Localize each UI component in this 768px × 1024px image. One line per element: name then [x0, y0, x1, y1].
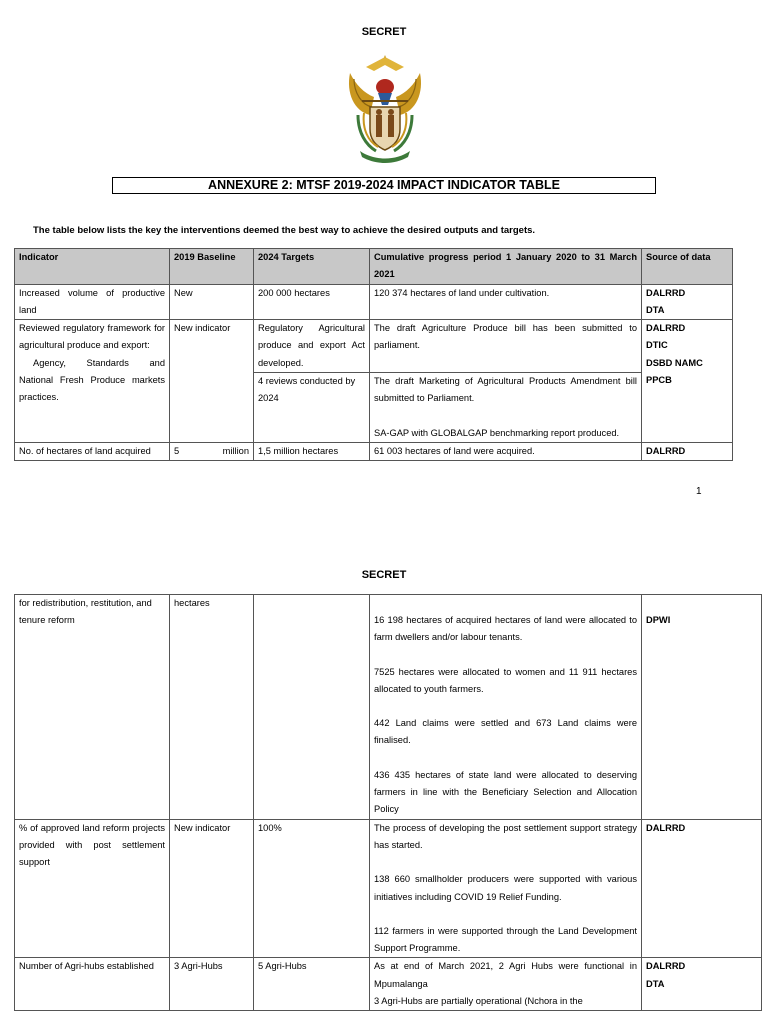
baseline-part: 5 [174, 445, 180, 456]
source-item: DSBD NAMC [646, 357, 703, 368]
indicator-text: Reviewed regulatory framework for agricultural produce and export: [19, 323, 165, 351]
baseline-cell [170, 442, 254, 460]
progress-cell: 120 374 hectares of land under cultivation. [370, 284, 642, 320]
target-cell: 100% [254, 819, 370, 958]
indicator-cell: Number of Agri-hubs established [15, 958, 170, 1011]
progress-cell: 61 003 hectares of land were acquired. [370, 442, 642, 460]
progress-paragraph: 436 435 hectares of state land were allocated to deserving farmers in line with the Beneficiary Selection and Allocation Policy [374, 769, 637, 815]
indicator-subtext: Agency, Standards and National Fresh Produce markets practices. [19, 357, 165, 403]
indicator-cell [15, 320, 170, 443]
source-item: DALRRD [646, 287, 686, 298]
progress-paragraph: 3 Agri-Hubs are partially operational (Nchora in the [374, 996, 583, 1007]
source-cell: DALRRD [642, 442, 733, 460]
table-row [15, 284, 733, 320]
progress-paragraph: 7525 hectares were allocated to women and 11 911 hectares allocated to youth farmers. [374, 666, 637, 694]
progress-paragraph: As at end of March 2021, 2 Agri Hubs were functional in Mpumalanga [374, 961, 637, 989]
baseline-cell: 3 Agri-Hubs [170, 958, 254, 1011]
indicator-cell: Increased volume of productive land [15, 284, 170, 320]
source-item: DTA [646, 978, 665, 989]
header-targets: 2024 Targets [254, 249, 370, 285]
header-indicator: Indicator [15, 249, 170, 285]
progress-paragraph: 442 Land claims were settled and 673 Land claims were finalised. [374, 718, 637, 746]
source-cell [642, 958, 762, 1011]
indicator-cell: % of approved land reform projects provided with post settlement support [15, 819, 170, 958]
indicator-cell: for redistribution, restitution, and tenure reform [15, 595, 170, 820]
target-cell: 200 000 hectares [254, 284, 370, 320]
source-item: PPCB [646, 375, 672, 386]
target-cell: 5 Agri-Hubs [254, 958, 370, 1011]
table-header-row [15, 249, 733, 285]
source-cell: DALRRD [642, 819, 762, 958]
baseline-cell: New [170, 284, 254, 320]
baseline-cell: New indicator [170, 819, 254, 958]
header-source: Source of data [642, 249, 733, 285]
table-row [15, 819, 762, 958]
table-row [15, 442, 733, 460]
baseline-cell: New indicator [170, 320, 254, 443]
progress-paragraph: 16 198 hectares of acquired hectares of land were allocated to farm dwellers and/or labour tenants. [374, 615, 637, 643]
source-cell: DPWI [642, 595, 762, 820]
target-cell: Regulatory Agricultural produce and export Act developed. [254, 320, 370, 373]
page-number: 1 [696, 486, 702, 497]
target-cell: 4 reviews conducted by 2024 [254, 373, 370, 443]
progress-cell [370, 958, 642, 1011]
baseline-part: million [222, 445, 249, 456]
baseline-cell: hectares [170, 595, 254, 820]
table-row [15, 320, 733, 373]
header-progress: Cumulative progress period 1 January 2020 to 31 March 2021 [370, 249, 642, 285]
source-cell [642, 284, 733, 320]
progress-cell: The draft Agriculture Produce bill has been submitted to parliament. [370, 320, 642, 373]
source-item: DTA [646, 304, 665, 315]
progress-paragraph: The draft Marketing of Agricultural Products Amendment bill submitted to Parliament. [374, 376, 637, 404]
progress-cell [370, 595, 642, 820]
header-baseline: 2019 Baseline [170, 249, 254, 285]
target-cell: 1,5 million hectares [254, 442, 370, 460]
source-cell [642, 320, 733, 443]
source-item: DALRRD [646, 323, 686, 334]
impact-indicator-table-continued [14, 594, 762, 1011]
progress-cell [370, 373, 642, 443]
progress-cell [370, 819, 642, 958]
coat-of-arms-logo [344, 53, 426, 163]
source-item: DALRRD [646, 961, 686, 972]
table-row [15, 958, 762, 1011]
indicator-cell: No. of hectares of land acquired [15, 442, 170, 460]
classification-label: SECRET [361, 569, 407, 581]
annexure-title: ANNEXURE 2: MTSF 2019-2024 IMPACT INDICATOR TABLE [112, 177, 656, 194]
page-gap [0, 512, 768, 540]
impact-indicator-table [14, 248, 733, 461]
table-row [15, 595, 762, 820]
progress-paragraph: SA-GAP with GLOBALGAP benchmarking report produced. [374, 427, 620, 438]
document-page-2 [0, 540, 768, 1024]
target-cell [254, 595, 370, 820]
progress-paragraph: 138 660 smallholder producers were supported with various initiatives including COVID 19 Relief Funding. [374, 874, 637, 902]
progress-paragraph: 112 farmers in were supported through the Land Development Support Programme. [374, 925, 637, 954]
progress-paragraph: The process of developing the post settlement support strategy has started. [374, 822, 637, 850]
source-item: DTIC [646, 340, 668, 351]
intro-text: The table below lists the key the interventions deemed the best way to achieve the desired outputs and targets. [33, 225, 536, 236]
classification-label: SECRET [361, 26, 407, 38]
